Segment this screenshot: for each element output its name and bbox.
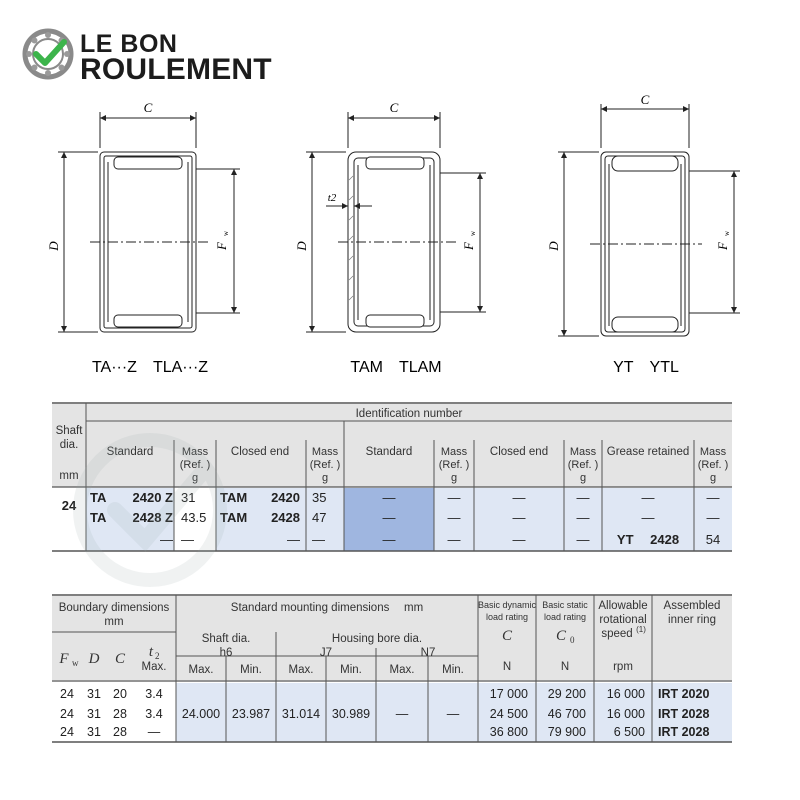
t1-row-ta-number: 2428 Z — [132, 510, 173, 525]
t2-row-d: 31 — [87, 725, 101, 739]
t2-row-fw: 24 — [60, 707, 74, 721]
t2-min-3: Min. — [442, 664, 464, 676]
dim-c-1: C — [143, 100, 153, 115]
t1-row-standard: — — [382, 510, 396, 525]
t1-row-closed: — — [512, 510, 526, 525]
tam-hatch — [349, 176, 353, 300]
t2-allow-3: speed — [601, 628, 633, 640]
t2-boundary: Boundary dimensions — [58, 602, 170, 614]
t1-row-grease-mass: 54 — [705, 532, 721, 547]
t1-g-3: g — [450, 472, 458, 484]
type-label-ta-z: TA···Z TLA···Z — [91, 359, 209, 376]
dim-t2: t2 — [327, 192, 337, 204]
t1-row-ta-prefix: TA — [90, 510, 107, 525]
t1-row-tam-mass: 35 — [312, 490, 327, 505]
t1-row-closed-mass: — — [576, 490, 590, 505]
t1-row-grease: — — [641, 490, 655, 505]
dim-c-3: C — [640, 92, 650, 107]
t2-dyn-2: load rating — [485, 612, 529, 622]
t1-row-closed-mass: — — [576, 510, 590, 525]
t2-stat-1: Basic static — [542, 600, 588, 610]
t2-row-t2: 3.4 — [145, 707, 163, 721]
t1-mass-2: Mass — [311, 446, 339, 458]
t2-row-c: 28 — [113, 707, 127, 721]
t1-ref-1: (Ref. ) — [179, 459, 211, 471]
t1-ref-3: (Ref. ) — [438, 459, 470, 471]
dim-fw-1: F — [214, 242, 229, 250]
t1-row-tam-number: — — [287, 532, 300, 547]
t1-row-ta-mass: 31 — [181, 490, 196, 505]
t2-row-inner-ring: IRT 2028 — [658, 707, 710, 721]
dim-fw-2: F — [461, 242, 476, 250]
t2-row-dynamic-rating: 36 800 — [489, 725, 528, 739]
dim-fw-3: F — [715, 242, 730, 250]
table2-frame — [0, 590, 800, 750]
t2-dyn-sym: C — [501, 628, 513, 644]
t2-shaft-max: 24.000 — [181, 707, 221, 721]
t1-closed-a: Closed end — [230, 446, 290, 458]
t1-row-closed: — — [512, 490, 526, 505]
t2-max-3: Max. — [389, 664, 415, 676]
t2-t2-max: Max. — [141, 661, 167, 673]
t2-stat-sym: C — [555, 628, 567, 644]
t1-standard-a: Standard — [106, 446, 154, 458]
t1-grease: Grease retained — [606, 446, 690, 458]
t1-row-ta-number: 2420 Z — [132, 490, 173, 505]
t1-g-5: g — [709, 472, 717, 484]
t2-row-dynamic-rating: 24 500 — [489, 707, 528, 721]
t2-min-2: Min. — [340, 664, 362, 676]
t1-row-tam-prefix: TAM — [220, 510, 248, 525]
t2-row-c: 20 — [113, 687, 127, 701]
t2-col-d: D — [88, 651, 100, 667]
logo-text-line2: ROULEMENT — [80, 53, 272, 86]
t2-mounting: Standard mounting dimensions mm — [230, 602, 424, 614]
t1-ref-2: (Ref. ) — [309, 459, 341, 471]
t2-row-static-rating: 79 900 — [547, 725, 586, 739]
t2-col-t2: t — [148, 644, 154, 660]
dim-d-1: D — [46, 241, 61, 251]
t2-j7: J7 — [319, 647, 333, 659]
t1-row-standard-mass: — — [447, 532, 461, 547]
t2-rpm: rpm — [613, 661, 633, 673]
t1-row-standard: — — [382, 532, 396, 547]
t2-boundary-mm: mm — [104, 616, 124, 628]
t2-col-fw: F — [59, 651, 69, 667]
t2-col-t2-sub: 2 — [155, 651, 160, 661]
t1-mm: mm — [59, 470, 79, 482]
dim-fw-sub-2: w — [469, 230, 477, 236]
t1-row-ta-mass: 43.5 — [181, 510, 207, 525]
t2-row-d: 31 — [87, 687, 101, 701]
type-label-tam: TAM TLAM — [350, 359, 442, 376]
t2-row-speed: 16 000 — [606, 687, 645, 701]
t2-row-inner-ring: IRT 2020 — [658, 687, 710, 701]
t1-row-grease-mass: — — [706, 490, 720, 505]
t2-n7-max: — — [395, 707, 409, 721]
t1-ref-4: (Ref. ) — [567, 459, 599, 471]
t1-ref-5: (Ref. ) — [697, 459, 729, 471]
t1-row-standard-mass: — — [447, 490, 461, 505]
t2-dyn-1: Basic dynamic — [477, 600, 537, 610]
t1-g-4: g — [579, 472, 587, 484]
t2-j7-max: 31.014 — [281, 707, 321, 721]
t2-row-speed: 16 000 — [606, 707, 645, 721]
t1-mass-1: Mass — [181, 446, 209, 458]
t1-row-tam-mass: 47 — [312, 510, 327, 525]
t2-row-fw: 24 — [60, 687, 74, 701]
t1-row-tam-prefix: TAM — [220, 490, 248, 505]
t1-row-standard-mass: — — [447, 510, 461, 525]
t1-row-tam-number: 2420 — [271, 490, 300, 505]
t1-row-standard: — — [382, 490, 396, 505]
t2-j7-min: 30.989 — [331, 707, 371, 721]
t2-row-c: 28 — [113, 725, 127, 739]
dim-c-2: C — [389, 100, 399, 115]
dim-fw-sub-1: w — [222, 230, 230, 236]
t2-row-static-rating: 29 200 — [547, 687, 586, 701]
t2-h6: h6 — [219, 647, 233, 659]
t1-closed-b: Closed end — [489, 446, 549, 458]
t2-assembled-2: inner ring — [668, 614, 716, 626]
t2-row-static-rating: 46 700 — [547, 707, 586, 721]
t1-standard-b: Standard — [365, 446, 413, 458]
t1-row-ta-number: — — [160, 532, 173, 547]
t1-row-closed-mass: — — [576, 532, 590, 547]
t2-allow-note: (1) — [636, 625, 646, 634]
t2-max-1: Max. — [188, 664, 214, 676]
t1-g-2: g — [321, 472, 329, 484]
drawing-tam — [306, 112, 486, 332]
t1-row-grease: YT 2428 — [616, 532, 680, 547]
drawing-yt — [558, 104, 740, 336]
t2-min-1: Min. — [240, 664, 262, 676]
dim-d-3: D — [546, 241, 561, 251]
drawing-ta-z — [58, 112, 240, 332]
t1-mass-3: Mass — [440, 446, 468, 458]
t2-assembled-1: Assembled — [663, 600, 721, 612]
t1-shaft: Shaft — [55, 425, 83, 437]
t2-row-dynamic-rating: 17 000 — [489, 687, 528, 701]
logo-text-line1: LE BON — [80, 30, 178, 58]
t1-row-tam-mass: — — [312, 532, 325, 547]
t1-row-closed: — — [512, 532, 526, 547]
t1-shaft-value: 24 — [61, 498, 77, 513]
t1-mass-5: Mass — [699, 446, 727, 458]
t1-header-id: Identification number — [355, 408, 463, 420]
t2-row-fw: 24 — [60, 725, 74, 739]
t1-g-1: g — [191, 472, 199, 484]
t2-stat-2: load rating — [543, 612, 587, 622]
t2-stat-sub: 0 — [570, 635, 575, 645]
t1-row-grease-mass: — — [706, 510, 720, 525]
t2-shaft-min: 23.987 — [231, 707, 271, 721]
t2-max-2: Max. — [288, 664, 314, 676]
t2-row-inner-ring: IRT 2028 — [658, 725, 710, 739]
t1-row-tam-number: 2428 — [271, 510, 300, 525]
bearing-check-icon — [22, 28, 74, 80]
brand-logo — [22, 26, 302, 86]
t2-n-1: N — [502, 661, 512, 673]
t1-mass-4: Mass — [569, 446, 597, 458]
t1-dia: dia. — [59, 439, 79, 451]
t2-row-speed: 6 500 — [613, 725, 645, 739]
type-label-yt: YT YTL — [613, 359, 679, 376]
t2-n7: N7 — [420, 647, 436, 659]
bearing-drawings — [0, 90, 800, 390]
t2-allow-1: Allowable — [598, 600, 648, 612]
table1-frame — [0, 400, 800, 570]
t2-row-t2: 3.4 — [145, 687, 163, 701]
t2-col-fw-sub: w — [72, 658, 79, 668]
t1-row-ta-prefix: TA — [90, 490, 107, 505]
dim-fw-sub-3: w — [723, 230, 731, 236]
dim-d-2: D — [294, 241, 309, 251]
t2-row-t2: — — [147, 725, 161, 739]
t2-col-c: C — [114, 651, 126, 667]
t2-allow-2: rotational — [599, 614, 647, 626]
t1-row-ta-mass: — — [181, 532, 194, 547]
t1-row-grease: — — [641, 510, 655, 525]
t2-row-d: 31 — [87, 707, 101, 721]
t2-housing: Housing bore dia. — [331, 633, 423, 645]
t2-n7-min: — — [446, 707, 460, 721]
t2-n-2: N — [560, 661, 570, 673]
t2-shaft-dia: Shaft dia. — [201, 633, 251, 645]
